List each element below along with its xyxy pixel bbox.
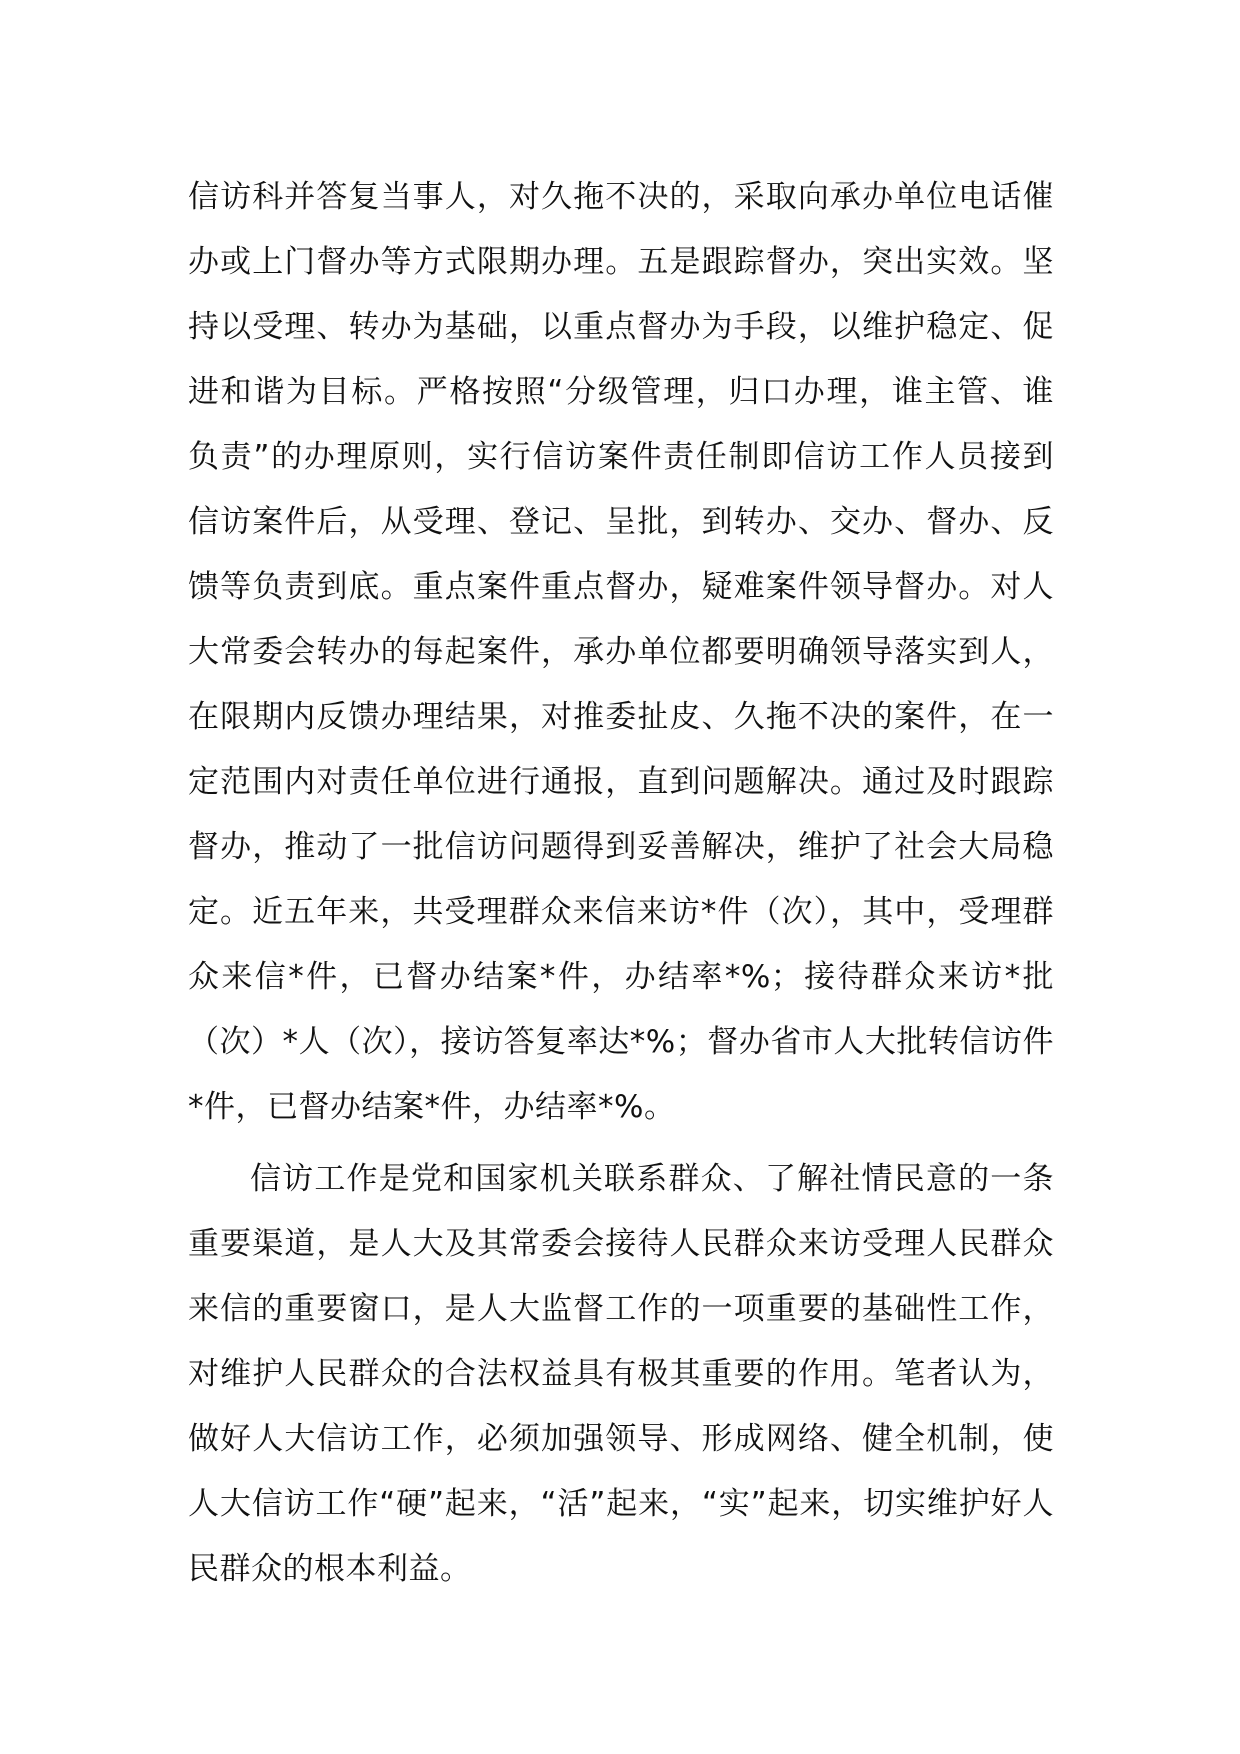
- paragraph-2: [188, 1147, 1054, 1602]
- paragraph-text: 信访工作是党和国家机关联系群众、了解社情民意的一条重要渠道，是人大及其常委会接待人民群众来访受理人民群众来信的重要窗口，是人大监督工作的一项重要的基础性工作，对维护人民群众的合法权益具有极其重要的作用。笔者认为，做好人大信访工作，必须加强领导、形成网络、健全机制，使人大信访工作“硬”起来，“活”起来，“实”起来，切实维护好人民群众的根本利益。: [188, 1161, 1054, 1587]
- paragraph-text: 信访科并答复当事人，对久拖不决的，采取向承办单位电话催办或上门督办等方式限期办理。五是跟踪督办，突出实效。坚持以受理、转办为基础，以重点督办为手段，以维护稳定、促进和谐为目标。严格按照“分级管理，归口办理，谁主管、谁负责”的办理原则，实行信访案件责任制即信访工作人员接到信访案件后，从受理、登记、呈批，到转办、交办、督办、反馈等负责到底。重点案件重点督办，疑难案件领导督办。对人大常委会转办的每起案件，承办单位都要明确领导落实到人，在限期内反馈办理结果，对推委扯皮、久拖不决的案件，在一定范围内对责任单位进行通报，直到问题解决。通过及时跟踪督办，推动了一批信访问题得到妥善解决，维护了社会大局稳定。近五年来，共受理群众来信来访*件（次），其中，受理群众来信*件，已督办结案*件，办结率*%；接待群众来访*批（次）*人（次），接访答复率达*%；督办省市人大批转信访件*件，已督办结案*件，办结率*%。: [188, 179, 1054, 1125]
- paragraph-1: [188, 165, 1054, 1140]
